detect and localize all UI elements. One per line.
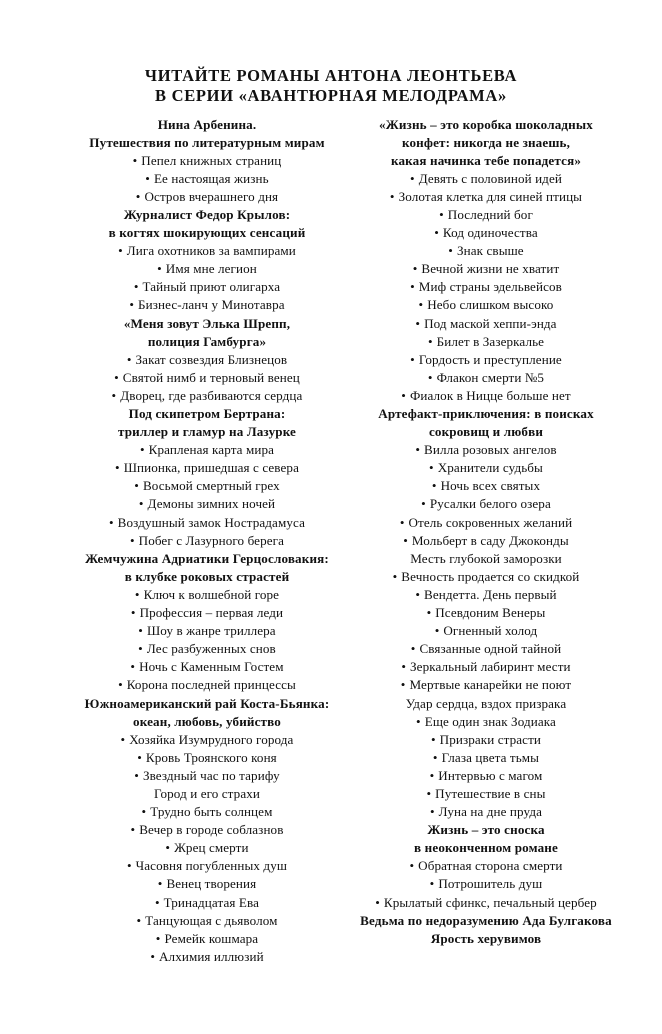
book-title-text: Под маской хеппи-энда (424, 315, 557, 331)
book-title (336, 260, 636, 278)
book-title-text: Ночь с Каменным Гостем (139, 659, 284, 675)
book-title (57, 894, 357, 912)
book-title (57, 749, 357, 767)
book-title (57, 296, 357, 314)
bullet-icon: • (421, 496, 426, 512)
book-title-text: Ночь всех святых (440, 478, 541, 494)
right-column (336, 116, 636, 948)
book-title (57, 912, 357, 930)
bullet-icon: • (448, 243, 453, 259)
bullet-icon: • (141, 804, 147, 820)
bullet-icon: • (129, 532, 135, 548)
book-title (336, 767, 636, 785)
header-title: ЧИТАЙТЕ РОМАНЫ АНТОНА ЛЕОНТЬЕВА (144, 66, 518, 85)
book-title-text: Ее настоящая жизнь (153, 170, 269, 186)
book-title-text: Имя мне легион (165, 261, 257, 277)
bullet-icon: • (134, 767, 139, 783)
bullet-icon: • (157, 261, 162, 277)
book-title (336, 170, 636, 188)
book-title-text: Демоны зимних ночей (147, 496, 276, 512)
book-title-text: Остров вчерашнего дня (144, 188, 279, 204)
book-title-text: Танцующая с дьяволом (145, 912, 278, 928)
book-title-text: Часовня погубленных душ (135, 858, 288, 874)
book-title (57, 351, 357, 369)
bullet-icon: • (138, 496, 144, 512)
bullet-icon: • (139, 442, 145, 458)
bullet-icon: • (126, 858, 132, 874)
bullet-icon: • (431, 478, 437, 494)
book-title-text: Восьмой смертный грех (142, 478, 280, 494)
bullet-icon: • (439, 206, 444, 222)
book-title-text: Девять с половиной идей (418, 170, 562, 186)
bullet-icon: • (399, 514, 405, 530)
bullet-icon: • (429, 767, 435, 783)
book-title-text: Вендетта. День первый (424, 586, 557, 602)
book-title-text: Тайный приют олигарха (142, 279, 281, 295)
book-title-text: Хранители судьбы (437, 460, 543, 476)
bullet-icon: • (427, 333, 433, 349)
bullet-icon: • (134, 478, 139, 494)
page-header (0, 66, 662, 106)
bullet-icon: • (132, 152, 138, 168)
bullet-icon: • (434, 225, 439, 241)
bullet-icon: • (434, 623, 440, 639)
book-title (57, 459, 357, 477)
series-heading: Жемчужина Адриатики Герцословакия: (85, 550, 329, 566)
book-title (336, 278, 636, 296)
bullet-icon: • (415, 586, 421, 602)
book-title-text: Вечной жизни не хватит (421, 261, 560, 277)
book-title (57, 640, 357, 658)
bullet-icon: • (389, 188, 395, 204)
book-title-text: Связанные одной тайной (419, 641, 562, 657)
book-title-text: Глаза цвета тьмы (441, 749, 540, 765)
book-title (336, 495, 636, 513)
book-title (336, 532, 636, 550)
bullet-icon: • (416, 713, 421, 729)
book-title (57, 532, 357, 550)
bullet-icon: • (118, 243, 123, 259)
bullet-icon: • (154, 894, 160, 910)
book-title (57, 857, 357, 875)
book-title (57, 152, 357, 170)
series-heading: сокровищ и любви (428, 424, 544, 440)
book-title-text: Миф страны эдельвейсов (418, 279, 562, 295)
series-heading: триллер и гламур на Лазурке (117, 424, 297, 440)
header-series: В СЕРИИ «АВАНТЮРНАЯ МЕЛОДРАМА» (155, 86, 507, 105)
bullet-icon: • (108, 514, 114, 530)
book-title-text: Вилла розовых ангелов (424, 442, 557, 458)
book-title (57, 622, 357, 640)
book-title-text: Отель сокровенных желаний (408, 514, 573, 530)
book-title (336, 749, 636, 767)
bullet-icon: • (150, 948, 155, 964)
book-title-text: Венец творения (166, 876, 257, 892)
series-heading: полиция Гамбурга» (147, 333, 267, 349)
book-title (57, 875, 357, 893)
series-heading: Нина Арбенина. (157, 116, 257, 132)
book-title (57, 260, 357, 278)
bullet-icon: • (135, 188, 141, 204)
book-title (336, 857, 636, 875)
bullet-icon: • (157, 876, 163, 892)
book-title (336, 315, 636, 333)
bullet-icon: • (427, 369, 433, 385)
book-title (57, 586, 357, 604)
bullet-icon: • (415, 442, 421, 458)
book-title-text: Обратная сторона смерти (418, 858, 563, 874)
series-heading: какая начинка тебе попадется» (390, 152, 582, 168)
bullet-icon: • (392, 568, 398, 584)
book-title-text: Дворец, где разбиваются сердца (120, 387, 303, 403)
book-title (336, 387, 636, 405)
bullet-icon: • (136, 912, 142, 928)
book-title-text: Фиалок в Ницце больше нет (409, 387, 571, 403)
bullet-icon: • (129, 297, 135, 313)
book-title: Город и его страхи (154, 785, 260, 801)
series-heading: Под скипетром Бертрана: (128, 406, 286, 421)
book-title-text: Билет в Зазеркалье (436, 333, 545, 349)
bullet-icon: • (426, 605, 432, 621)
book-title-text: Код одиночества (442, 225, 538, 241)
book-title-text: Псевдоним Венеры (435, 605, 546, 621)
book-title-text: Последний бог (447, 206, 533, 222)
book-title (336, 731, 636, 749)
book-title-text: Побег с Лазурного берега (138, 532, 285, 548)
left-column (57, 116, 357, 966)
bullet-icon: • (432, 749, 438, 765)
bullet-icon: • (426, 785, 432, 801)
book-title-text: Гордость и преступление (418, 351, 562, 367)
book-title (57, 369, 357, 387)
bullet-icon: • (410, 351, 415, 367)
book-title-text: Вечность продается со скидкой (401, 568, 580, 584)
book-title (57, 839, 357, 857)
series-heading: Южноамериканский рай Коста-Бьянка: (84, 695, 330, 711)
book-title (336, 206, 636, 224)
series-heading: в когтях шокирующих сенсаций (108, 225, 306, 241)
book-title (57, 188, 357, 206)
book-title (336, 658, 636, 676)
book-title (336, 224, 636, 242)
bullet-icon: • (410, 641, 416, 657)
book-title-text: Небо слишком высоко (427, 297, 554, 313)
book-title (57, 387, 357, 405)
bullet-icon: • (145, 170, 150, 186)
book-title (57, 242, 357, 260)
book-title: Месть глубокой заморозки (410, 550, 562, 566)
book-title-text: Воздушный замок Нострадамуса (117, 514, 305, 530)
book-title-text: Шоу в жанре триллера (146, 623, 276, 639)
series-heading: конфет: никогда не знаешь, (401, 134, 571, 150)
series-heading: Жизнь – это сноска (427, 822, 545, 838)
series-heading: Ведьма по недоразумению Ада Булгакова (360, 912, 612, 928)
book-title-text: Тринадцатая Ева (163, 894, 259, 910)
book-title (336, 676, 636, 694)
book-title (57, 477, 357, 495)
bullet-icon: • (165, 840, 171, 856)
book-title (336, 586, 636, 604)
book-title-text: Луна на дне пруда (438, 804, 542, 820)
book-title (57, 278, 357, 296)
book-title-text: Огненный холод (443, 623, 538, 639)
book-title (336, 514, 636, 532)
bullet-icon: • (120, 731, 126, 747)
book-title-text: Лига охотников за вампирами (126, 243, 296, 259)
bullet-icon: • (410, 170, 415, 186)
bullet-icon: • (429, 460, 434, 476)
bullet-icon: • (401, 387, 406, 403)
bullet-icon: • (115, 460, 120, 476)
book-title (336, 785, 636, 803)
book-title (336, 568, 636, 586)
book-title (336, 477, 636, 495)
bullet-icon: • (118, 677, 123, 693)
book-title (336, 351, 636, 369)
book-title (57, 514, 357, 532)
series-heading: Ярость херувимов (430, 930, 542, 946)
series-heading: в неоконченном романе (414, 840, 558, 856)
series-heading: «Меня зовут Элька Шрепп, (123, 315, 291, 331)
bullet-icon: • (429, 804, 435, 820)
book-title (336, 441, 636, 459)
bullet-icon: • (133, 279, 139, 295)
book-title-text: Лес разбуженных снов (146, 641, 276, 657)
series-heading: в клубке роковых страстей (124, 568, 290, 584)
bullet-icon: • (155, 930, 161, 946)
bullet-icon: • (130, 659, 136, 675)
bullet-icon: • (111, 387, 117, 403)
book-title-text: Пепел книжных страниц (141, 152, 282, 168)
book-title (57, 803, 357, 821)
bullet-icon: • (130, 605, 136, 621)
bullet-icon: • (409, 858, 415, 874)
book-title-text: Флакон смерти №5 (436, 369, 545, 385)
book-title: Удар сердца, вздох призрака (405, 695, 567, 711)
book-title (57, 767, 357, 785)
book-title-text: Призраки страсти (439, 731, 542, 747)
series-heading: Журналист Федор Крылов: (123, 206, 291, 222)
book-title (57, 441, 357, 459)
book-title-text: Святой нимб и терновый венец (122, 369, 300, 385)
series-heading: океан, любовь, убийство (133, 713, 281, 729)
book-title-text: Крапленая карта мира (148, 442, 275, 458)
series-heading: Артефакт-приключения: в поисках (378, 406, 594, 421)
book-title-text: Крылатый сфинкс, печальный цербер (383, 894, 597, 910)
book-title (336, 622, 636, 640)
book-title (336, 333, 636, 351)
series-heading: Путешествия по литературным мирам (89, 134, 325, 150)
book-title (336, 640, 636, 658)
bullet-icon: • (429, 876, 435, 892)
bullet-icon: • (410, 279, 415, 295)
bullet-icon: • (126, 351, 132, 367)
book-title-text: Вечер в городе соблазнов (139, 822, 284, 838)
book-title (336, 188, 636, 206)
book-title-text: Корона последней принцессы (126, 677, 296, 693)
book-title-text: Хозяйка Изумрудного города (129, 731, 294, 747)
book-title (336, 803, 636, 821)
bullet-icon: • (114, 369, 119, 385)
book-title-text: Профессия – первая леди (139, 605, 284, 621)
book-title-text: Знак свыше (456, 243, 524, 259)
bullet-icon: • (412, 261, 418, 277)
book-title-text: Мольберт в саду Джоконды (411, 532, 569, 548)
book-title (57, 948, 357, 966)
bullet-icon: • (137, 749, 142, 765)
series-heading: «Жизнь – это коробка шоколадных (379, 116, 593, 132)
book-title-text: Мертвые канарейки не поют (409, 677, 572, 693)
bullet-icon: • (400, 677, 406, 693)
book-title-text: Ремейк кошмара (164, 930, 259, 946)
bullet-icon: • (430, 731, 436, 747)
bullet-icon: • (134, 586, 140, 602)
book-title-text: Звездный час по тарифу (142, 767, 280, 783)
bullet-icon: • (418, 297, 424, 313)
book-title-text: Интервью с магом (438, 767, 543, 783)
book-title-text: Бизнес-ланч у Минотавра (138, 297, 285, 313)
book-title (57, 676, 357, 694)
bullet-icon: • (403, 532, 408, 548)
book-title (336, 369, 636, 387)
book-title-text: Ключ к волшебной горе (143, 586, 280, 602)
bullet-icon: • (130, 822, 136, 838)
book-title (57, 821, 357, 839)
book-title-text: Жрец смерти (174, 840, 249, 856)
book-title-text: Шпионка, пришедшая с севера (123, 460, 299, 476)
book-title (57, 930, 357, 948)
book-title-text: Алхимия иллюзий (159, 948, 264, 964)
book-title-text: Закат созвездия Близнецов (135, 351, 288, 367)
bullet-icon: • (375, 894, 380, 910)
book-title (336, 242, 636, 260)
book-title (57, 170, 357, 188)
book-title-text: Русалки белого озера (429, 496, 551, 512)
bullet-icon: • (415, 315, 421, 331)
book-title (57, 604, 357, 622)
book-title (336, 875, 636, 893)
book-title (336, 296, 636, 314)
book-title-text: Потрошитель душ (438, 876, 543, 892)
book-title (57, 731, 357, 749)
book-title (57, 658, 357, 676)
book-title-text: Еще один знак Зодиака (424, 713, 556, 729)
book-title-text: Золотая клетка для синей птицы (398, 188, 583, 204)
book-title (336, 459, 636, 477)
bullet-icon: • (401, 659, 407, 675)
book-title (336, 713, 636, 731)
bullet-icon: • (138, 641, 143, 657)
book-title-text: Зеркальный лабиринт мести (410, 659, 571, 675)
bullet-icon: • (138, 623, 143, 639)
book-title-text: Трудно быть солнцем (150, 804, 273, 820)
book-title-text: Путешествие в сны (435, 785, 546, 801)
book-title (336, 894, 636, 912)
book-title-text: Кровь Троянского коня (145, 749, 277, 765)
book-title (57, 495, 357, 513)
book-title (336, 604, 636, 622)
